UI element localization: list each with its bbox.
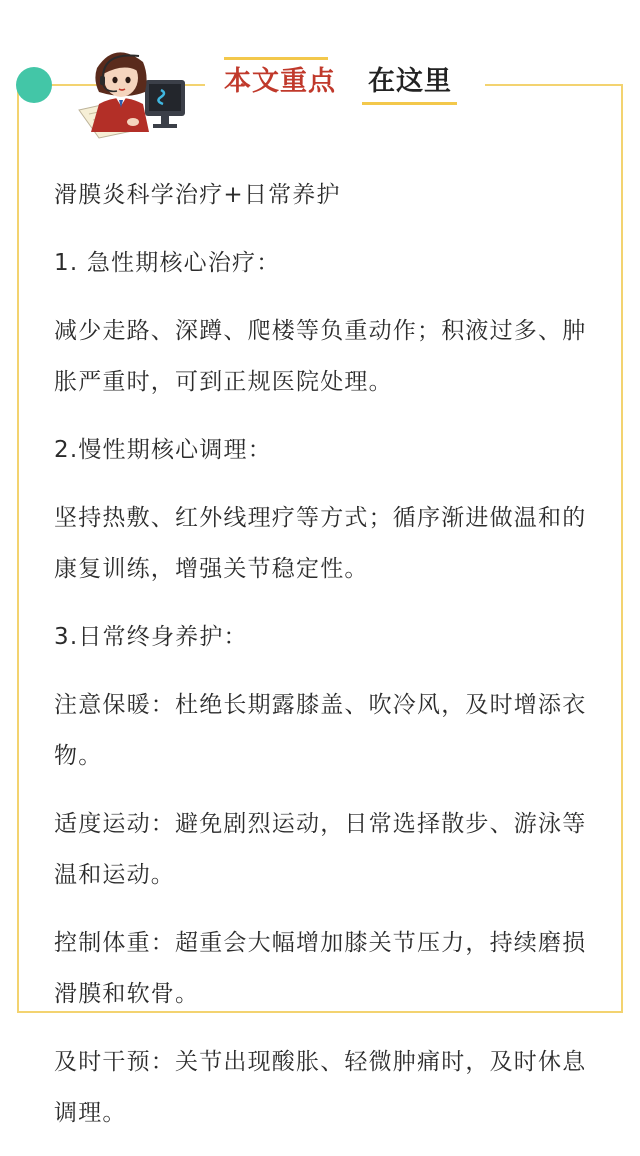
tip-moderate-exercise: 适度运动：避免剧烈运动，日常选择散步、游泳等温和运动。 bbox=[54, 811, 587, 888]
article-body bbox=[54, 170, 599, 1156]
section-heading-chronic: 2.慢性期核心调理： bbox=[54, 437, 272, 463]
section-heading-acute: 1. 急性期核心治疗： bbox=[54, 250, 281, 276]
header-title-highlight: 本文重点 bbox=[224, 66, 336, 97]
intro-heading: 滑膜炎科学治疗+日常养护 bbox=[54, 182, 341, 208]
tip-timely-intervention: 及时干预：关节出现酸胀、轻微肿痛时，及时休息调理。 bbox=[54, 1049, 587, 1126]
header-title-rest: 在这里 bbox=[368, 66, 452, 97]
title-decor-line-bottom bbox=[362, 102, 457, 105]
acute-treatment-text: 减少走路、深蹲、爬楼等负重动作；积液过多、肿胀严重时，可到正规医院处理。 bbox=[54, 318, 587, 395]
customer-service-avatar-icon bbox=[75, 38, 205, 143]
chronic-care-text: 坚持热敷、红外线理疗等方式；循序渐进做温和的康复训练，增强关节稳定性。 bbox=[54, 505, 587, 582]
tip-keep-warm: 注意保暖：杜绝长期露膝盖、吹冷风，及时增添衣物。 bbox=[54, 692, 587, 769]
title-decor-line-top bbox=[224, 57, 328, 60]
teal-dot-icon bbox=[16, 67, 52, 103]
section-heading-daily: 3.日常终身养护： bbox=[54, 624, 248, 650]
tip-weight-control: 控制体重：超重会大幅增加膝关节压力，持续磨损滑膜和软骨。 bbox=[54, 930, 587, 1007]
